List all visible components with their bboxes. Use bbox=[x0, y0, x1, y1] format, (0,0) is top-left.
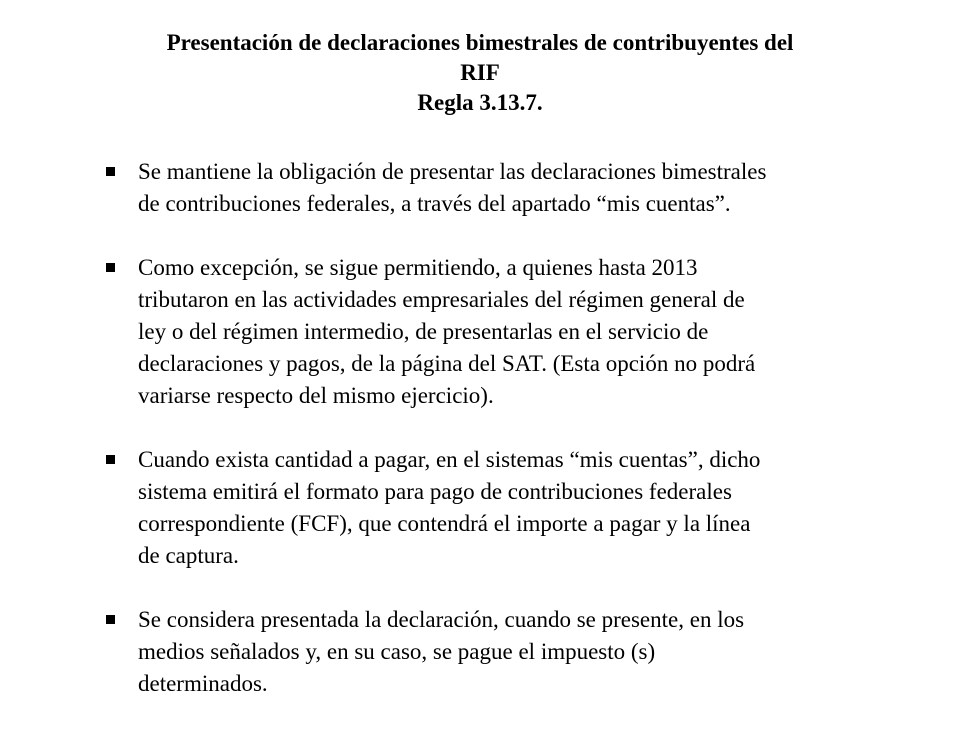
bullet-text-line: variarse respecto del mismo ejercicio). bbox=[138, 383, 494, 408]
bullet-text-line: determinados. bbox=[138, 671, 268, 696]
bullet-text-line: declaraciones y pagos, de la página del SAT. (Esta opción no podrá bbox=[138, 351, 756, 376]
square-bullet-icon bbox=[106, 263, 115, 272]
bullet-text-line: Como excepción, se sigue permitiendo, a quienes hasta 2013 bbox=[138, 255, 698, 280]
bullet-text-line: Se considera presentada la declaración, cuando se presente, en los bbox=[138, 607, 745, 632]
title-line-2: RIF bbox=[460, 60, 500, 85]
title-line-3: Regla 3.13.7. bbox=[417, 90, 543, 115]
bullet-text-line: medios señalados y, en su caso, se pague el impuesto (s) bbox=[138, 639, 656, 664]
bullet-text-line: correspondiente (FCF), que contendrá el importe a pagar y la línea bbox=[138, 511, 751, 536]
bullet-text-line: de contribuciones federales, a través del apartado “mis cuentas”. bbox=[138, 191, 731, 216]
bullet-list bbox=[102, 156, 872, 732]
bullet-text-line: sistema emitirá el formato para pago de contribuciones federales bbox=[138, 479, 732, 504]
bullet-text-line: tributaron en las actividades empresariales del régimen general de bbox=[138, 287, 745, 312]
bullet-item-4 bbox=[102, 604, 872, 700]
bullet-text-line: Se mantiene la obligación de presentar las declaraciones bimestrales bbox=[138, 159, 767, 184]
bullet-item-3 bbox=[102, 444, 872, 572]
square-bullet-icon bbox=[106, 167, 115, 176]
bullet-text-line: Cuando exista cantidad a pagar, en el sistemas “mis cuentas”, dicho bbox=[138, 447, 761, 472]
bullet-text-line: ley o del régimen intermedio, de presentarlas en el servicio de bbox=[138, 319, 709, 344]
bullet-item-2 bbox=[102, 252, 872, 412]
slide-title bbox=[100, 28, 860, 118]
bullet-item-1 bbox=[102, 156, 872, 220]
title-line-1: Presentación de declaraciones bimestrales de contribuyentes del bbox=[166, 30, 794, 55]
square-bullet-icon bbox=[106, 615, 115, 624]
bullet-text-line: de captura. bbox=[138, 543, 239, 568]
square-bullet-icon bbox=[106, 455, 115, 464]
